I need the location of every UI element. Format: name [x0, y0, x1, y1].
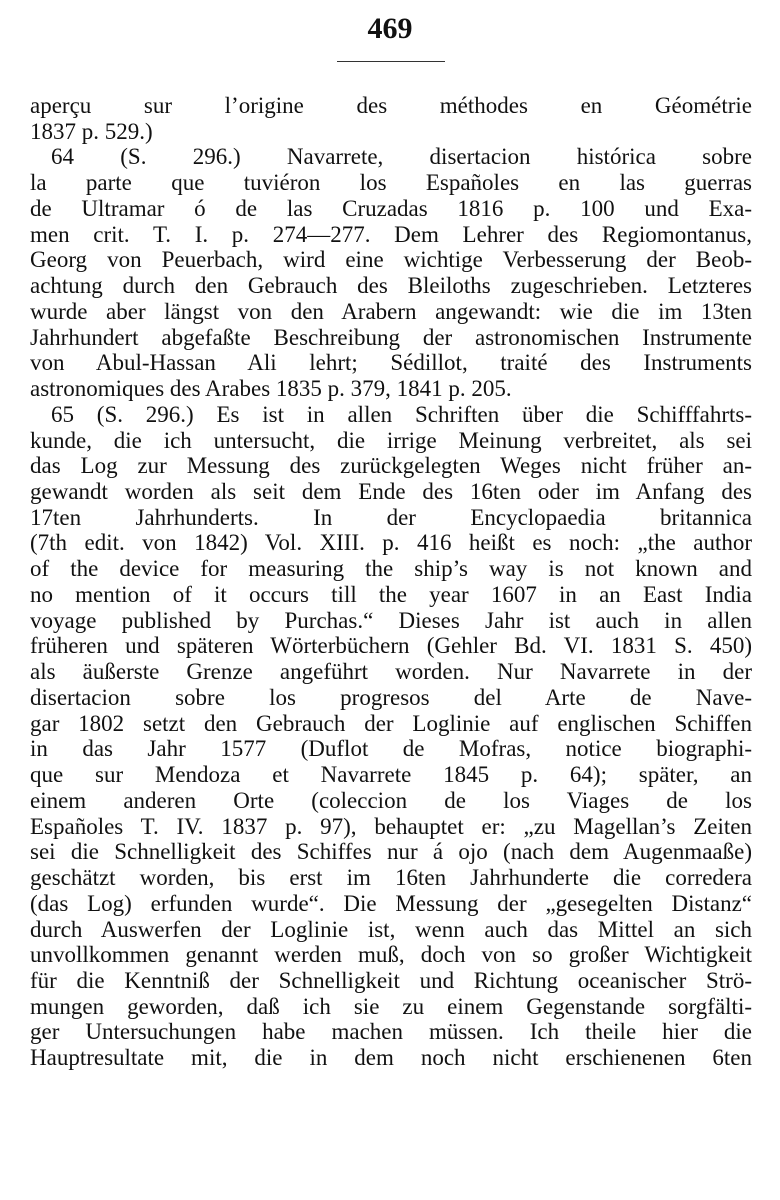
text-line: kunde, die ich untersucht, die irrige Meinung verbreitet, als sei	[30, 427, 752, 453]
text-line: astronomiques des Arabes 1835 p. 379, 1841 p. 205.	[30, 376, 512, 402]
text-line: für die Kenntniß der Schnelligkeit und Richtung oceanischer Strö-	[30, 967, 752, 993]
text-line: Hauptresultate mit, die in dem noch nicht erschienenen 6ten	[30, 1045, 752, 1071]
text-line: früheren und späteren Wörterbüchern (Gehler Bd. VI. 1831 S. 450)	[30, 633, 752, 659]
text-line: durch Auswerfen der Loglinie ist, wenn auch das Mittel an sich	[30, 916, 752, 942]
footnote-text	[30, 93, 752, 1071]
text-line: wurde aber längst von den Arabern angewandt: wie die im 13ten	[30, 298, 752, 324]
header-rule	[337, 61, 445, 62]
footnote-65: 65 (S. 296.) Es ist in allen Schriften über die Schifffahrts-	[51, 401, 752, 427]
text-line: sei die Schnelligkeit des Schiffes nur á ojo (nach dem Augenmaaße)	[30, 839, 752, 865]
footnote-64: 64 (S. 296.) Navarrete, disertacion histórica sobre	[51, 144, 752, 170]
text-line: Españoles T. IV. 1837 p. 97), behauptet er: „zu Magellan’s Zeiten	[30, 813, 752, 839]
text-line: aperçu sur l’origine des méthodes en Géométrie	[30, 93, 752, 118]
text-line: unvollkommen genannt werden muß, doch von so großer Wichtigkeit	[30, 942, 752, 968]
text-line: of the device for measuring the ship’s way is not known and	[30, 556, 752, 582]
page-number: 469	[367, 12, 413, 45]
text-line: gewandt worden als seit dem Ende des 16ten oder im Anfang des	[30, 479, 752, 505]
text-line: la parte que tuviéron los Españoles en las guerras	[30, 170, 752, 196]
text-line: das Log zur Messung des zurückgelegten Weges nicht früher an-	[30, 453, 752, 479]
text-line: mungen geworden, daß ich sie zu einem Gegenstande sorgfälti-	[30, 993, 752, 1019]
text-line: 1837 p. 529.)	[30, 118, 153, 144]
text-line: achtung durch den Gebrauch des Bleiloths zugeschrieben. Letzteres	[30, 273, 752, 299]
text-line: disertacion sobre los progresos del Arte de Nave-	[30, 684, 752, 710]
text-line: einem anderen Orte (coleccion de los Viages de los	[30, 787, 752, 813]
text-line: ger Untersuchungen habe machen müssen. Ich theile hier die	[30, 1019, 752, 1045]
text-line: (7th edit. von 1842) Vol. XIII. p. 416 heißt es noch: „the author	[30, 530, 752, 556]
text-line: no mention of it occurs till the year 1607 in an East India	[30, 581, 752, 607]
text-line: gar 1802 setzt den Gebrauch der Loglinie auf englischen Schiffen	[30, 710, 752, 736]
text-line: men crit. T. I. p. 274—277. Dem Lehrer des Regiomontanus,	[30, 221, 752, 247]
text-line: Georg von Peuerbach, wird eine wichtige Verbesserung der Beob-	[30, 247, 752, 273]
text-line: geschätzt worden, bis erst im 16ten Jahrhunderte die corredera	[30, 865, 752, 891]
text-line: de Ultramar ó de las Cruzadas 1816 p. 100 und Exa-	[30, 195, 752, 221]
text-line: 17ten Jahrhunderts. In der Encyclopaedia britannica	[30, 504, 752, 530]
text-line: als äußerste Grenze angeführt worden. Nur Navarrete in der	[30, 659, 752, 685]
text-line: in das Jahr 1577 (Duflot de Mofras, notice biographi-	[30, 736, 752, 762]
text-line: Jahrhundert abgefaßte Beschreibung der astronomischen Instrumente	[30, 324, 752, 350]
text-line: von Abul-Hassan Ali lehrt; Sédillot, traité des Instruments	[30, 350, 752, 376]
text-line: (das Log) erfunden wurde“. Die Messung der „gesegelten Distanz“	[30, 890, 752, 916]
text-line: voyage published by Purchas.“ Dieses Jahr ist auch in allen	[30, 607, 752, 633]
text-line: que sur Mendoza et Navarrete 1845 p. 64); später, an	[30, 762, 752, 788]
